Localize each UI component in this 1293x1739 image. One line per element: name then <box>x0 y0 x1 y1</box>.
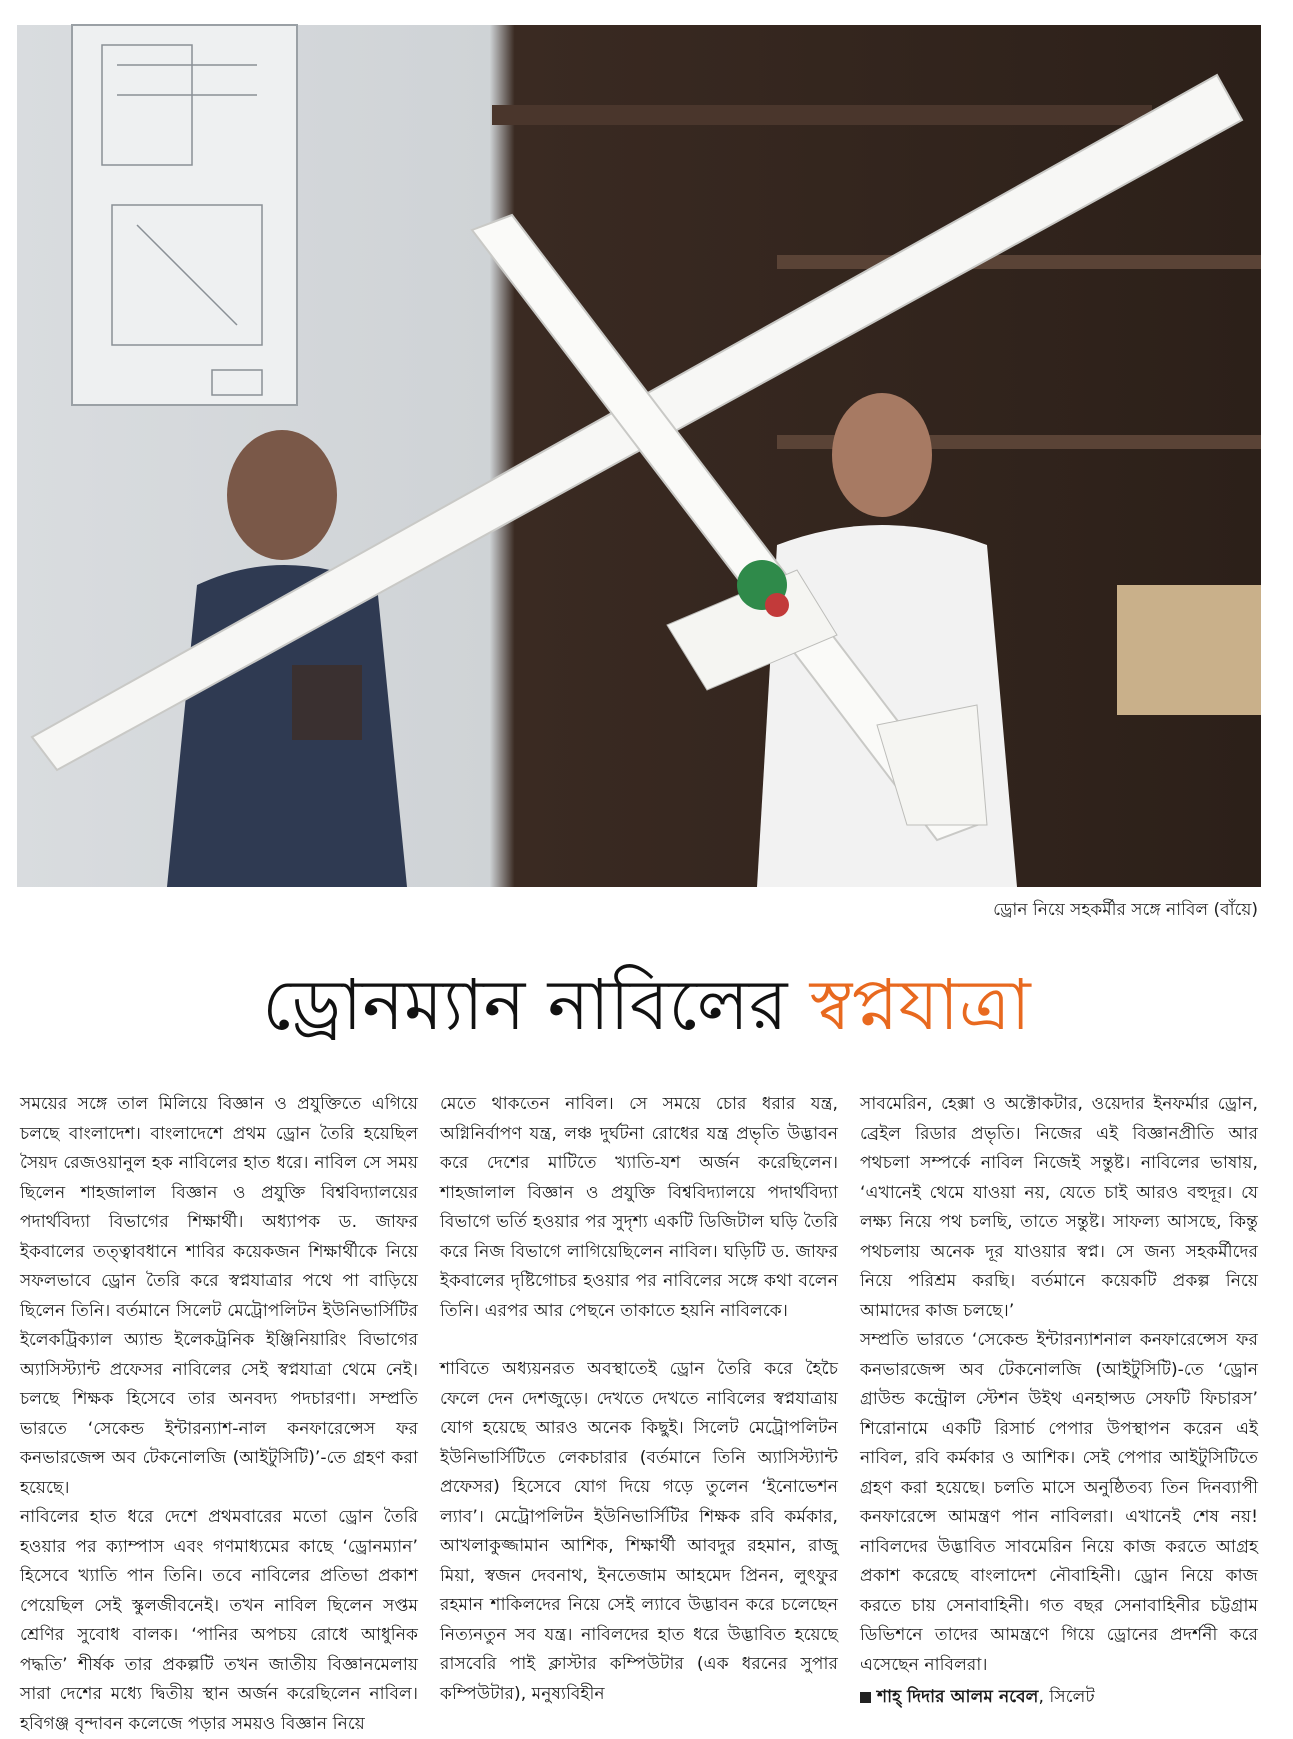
paragraph: মেতে থাকতেন নাবিল। সে সময়ে চোর ধরার যন্ত্র, অগ্নিনির্বাপণ যন্ত্র, লঞ্চ দুর্ঘটনা রোধের যন্ত্র প্রভৃতি উদ্ভাবন করে দেশের মাটিতে খ্যাতি-যশ অর্জন করেছিলেন। শাহজালাল বিজ্ঞান ও প্রযুক্তি বিশ্ববিদ্যালয়ে পদার্থবিদ্যা বিভাগে ভর্তি হওয়ার পর সুদৃশ্য একটি ডিজিটাল ঘড়ি তৈরি করে নিজ বিভাগে লাগিয়েছিলেন নাবিল। ঘড়িটি ড. জাফর ইকবালের দৃষ্টিগোচর হওয়ার পর নাবিলের সঙ্গে কথা বলেন তিনি। এরপর আর পেছনে তাকাতে হয়নি নাবিলকে। <box>440 1094 838 1321</box>
article-body <box>20 1090 1270 1734</box>
column-3 <box>860 1090 1258 1707</box>
column-1 <box>20 1090 418 1734</box>
paragraph: সম্প্রতি ভারতে ‘সেকেন্ড ইন্টারন্যাশনাল কনফারেন্সেস ফর কনভারজেন্স অব টেকনোলজি (আইটুসিটি)-তে ‘ড্রোন গ্রাউন্ড কন্ট্রোল স্টেশন উইথ এনহান্সড সেফটি ফিচারস’ শিরোনামে একটি রিসার্চ পেপার উপস্থাপন করেন এই নাবিল, রবি কর্মকার ও আশিক। সেই পেপার আইটুসিটিতে গ্রহণ করা হয়েছে। চলতি মাসে অনুষ্ঠিতব্য তিন দিনব্যাপী কনফারেন্সে আমন্ত্রণ পান নাবিলরা। এখানেই শেষ নয়! নাবিলদের উদ্ভাবিত সাবমেরিন নিয়ে কাজ করতে আগ্রহ প্রকাশ করেছে বাংলাদেশ নৌবাহিনী। ড্রোন নিয়ে কাজ করতে চায় সেনাবাহিনী। গত বছর সেনাবাহিনীর চট্টগ্রাম ডিভিশনে তাদের আমন্ত্রণে গিয়ে ড্রোনের প্রদর্শনী করে এসেছেন নাবিলরা। <box>860 1330 1258 1675</box>
paragraph: নাবিলের হাত ধরে দেশে প্রথমবারের মতো ড্রোন তৈরি হওয়ার পর ক্যাম্পাস এবং গণমাধ্যমের কাছে ‘ড্রোনম্যান’ হিসেবে খ্যাতি পান তিনি। তবে নাবিলের প্রতিভা প্রকাশ পেয়েছিল সেই স্কুলজীবনেই। তখন নাবিল ছিলেন সপ্তম শ্রেণির সুবোধ বালক। ‘পানির অপচয় রোধে আধুনিক পদ্ধতি’ শীর্ষক তার প্রকল্পটি তখন জাতীয় বিজ্ঞানমেলায় সারা দেশের মধ্যে দ্বিতীয় স্থান অর্জন করেছিলেন নাবিল। হবিগঞ্জ বৃন্দাবন কলেজে পড়ার সময়ও বিজ্ঞান নিয়ে <box>20 1507 418 1734</box>
column-2 <box>440 1090 838 1704</box>
article-photo <box>17 25 1261 887</box>
byline-name: শাহ্ দিদার আলম নবেল <box>877 1687 1039 1707</box>
article-headline <box>0 960 1293 1050</box>
paragraph: সময়ের সঙ্গে তাল মিলিয়ে বিজ্ঞান ও প্রযুক্তিতে এগিয়ে চলছে বাংলাদেশ। বাংলাদেশে প্রথম ড্রোন তৈরি হয়েছিল সৈয়দ রেজওয়ানুল হক নাবিলের হাত ধরে। নাবিল সে সময় ছিলেন শাহজালাল বিজ্ঞান ও প্রযুক্তি বিশ্ববিদ্যালয়ের পদার্থবিদ্যা বিভাগের শিক্ষার্থী। অধ্যাপক ড. জাফর ইকবালের তত্ত্বাবধানে শাবির কয়েকজন শিক্ষার্থীকে নিয়ে সফলভাবে ড্রোন তৈরি করে স্বপ্নযাত্রার পথে পা বাড়িয়ে ছিলেন তিনি। বর্তমানে সিলেট মেট্রোপলিটন ইউনিভার্সিটির ইলেকট্রিক্যাল অ্যান্ড ইলেকট্রনিক ইঞ্জিনিয়ারিং বিভাগের অ্যাসিস্ট্যান্ট প্রফেসর নাবিলের সেই স্বপ্নযাত্রা থেমে নেই। চলছে শিক্ষক হিসেবে তার অনবদ্য পদচারণা। সম্প্রতি ভারতে ‘সেকেন্ড ইন্টারন্যাশ-নাল কনফারেন্সেস ফর কনভারজেন্স অব টেকনোলজি (আইটুসিটি)’-তে গ্রহণ করা হয়েছে। <box>20 1094 418 1498</box>
photo-caption: ড্রোন নিয়ে সহকর্মীর সঙ্গে নাবিল (বাঁয়ে) <box>993 900 1258 920</box>
paragraph: সাবমেরিন, হেক্সা ও অক্টোকটার, ওয়েদার ইনফর্মার ড্রোন, ব্রেইল রিডার প্রভৃতি। নিজের এই বিজ্ঞানপ্রীতি আর পথচলা সম্পর্কে নাবিল নিজেই সন্তুষ্ট। নাবিলের ভাষায়, ‘এখানেই থেমে যাওয়া নয়, যেতে চাই আরও বহুদূর। যে লক্ষ্য নিয়ে পথ চলছি, তাতে সন্তুষ্ট। সাফল্য আসছে, কিন্তু পথচলায় অনেক দূর যাওয়ার স্বপ্ন। সে জন্য সহকর্মীদের নিয়ে পরিশ্রম করছি। বর্তমানে কয়েকটি প্রকল্প নিয়ে আমাদের কাজ চলছে।’ <box>860 1094 1258 1321</box>
byline-place: , সিলেট <box>1038 1687 1095 1707</box>
drone-photo-icon <box>17 25 1261 887</box>
headline-main: ড্রোনম্যান নাবিলের <box>262 964 810 1046</box>
headline-accent: স্বপ্নযাত্রা <box>809 964 1031 1046</box>
paragraph: শাবিতে অধ্যয়নরত অবস্থাতেই ড্রোন তৈরি করে হৈচৈ ফেলে দেন দেশজুড়ে। দেখতে দেখতে নাবিলের স্বপ্নযাত্রায় যোগ হয়েছে আরও অনেক কিছুই। সিলেট মেট্রোপলিটন ইউনিভার্সিটিতে লেকচারার (বর্তমানে তিনি অ্যাসিস্ট্যান্ট প্রফেসর) হিসেবে যোগ দিয়ে গড়ে তুলেন ‘ইনোভেশন ল্যাব’। মেট্রোপলিটন ইউনিভার্সিটির শিক্ষক রবি কর্মকার, আখলাকুজ্জামান আশিক, শিক্ষার্থী আবদুর রহমান, রাজু মিয়া, স্বজন দেবনাথ, ইনতেজাম আহমেদ প্রিনন, লুৎফুর রহমান শাকিলদের নিয়ে সেই ল্যাবে উদ্ভাবন করে চলেছেন নিত্যনতুন সব যন্ত্র। নাবিলদের হাত ধরে উদ্ভাবিত হয়েছে রাসবেরি পাই ক্লাস্টার কম্পিউটার (এক ধরনের সুপার কম্পিউটার), মনুষ্যবিহীন <box>440 1359 838 1704</box>
square-bullet-icon <box>860 1692 871 1703</box>
byline <box>860 1683 1258 1713</box>
